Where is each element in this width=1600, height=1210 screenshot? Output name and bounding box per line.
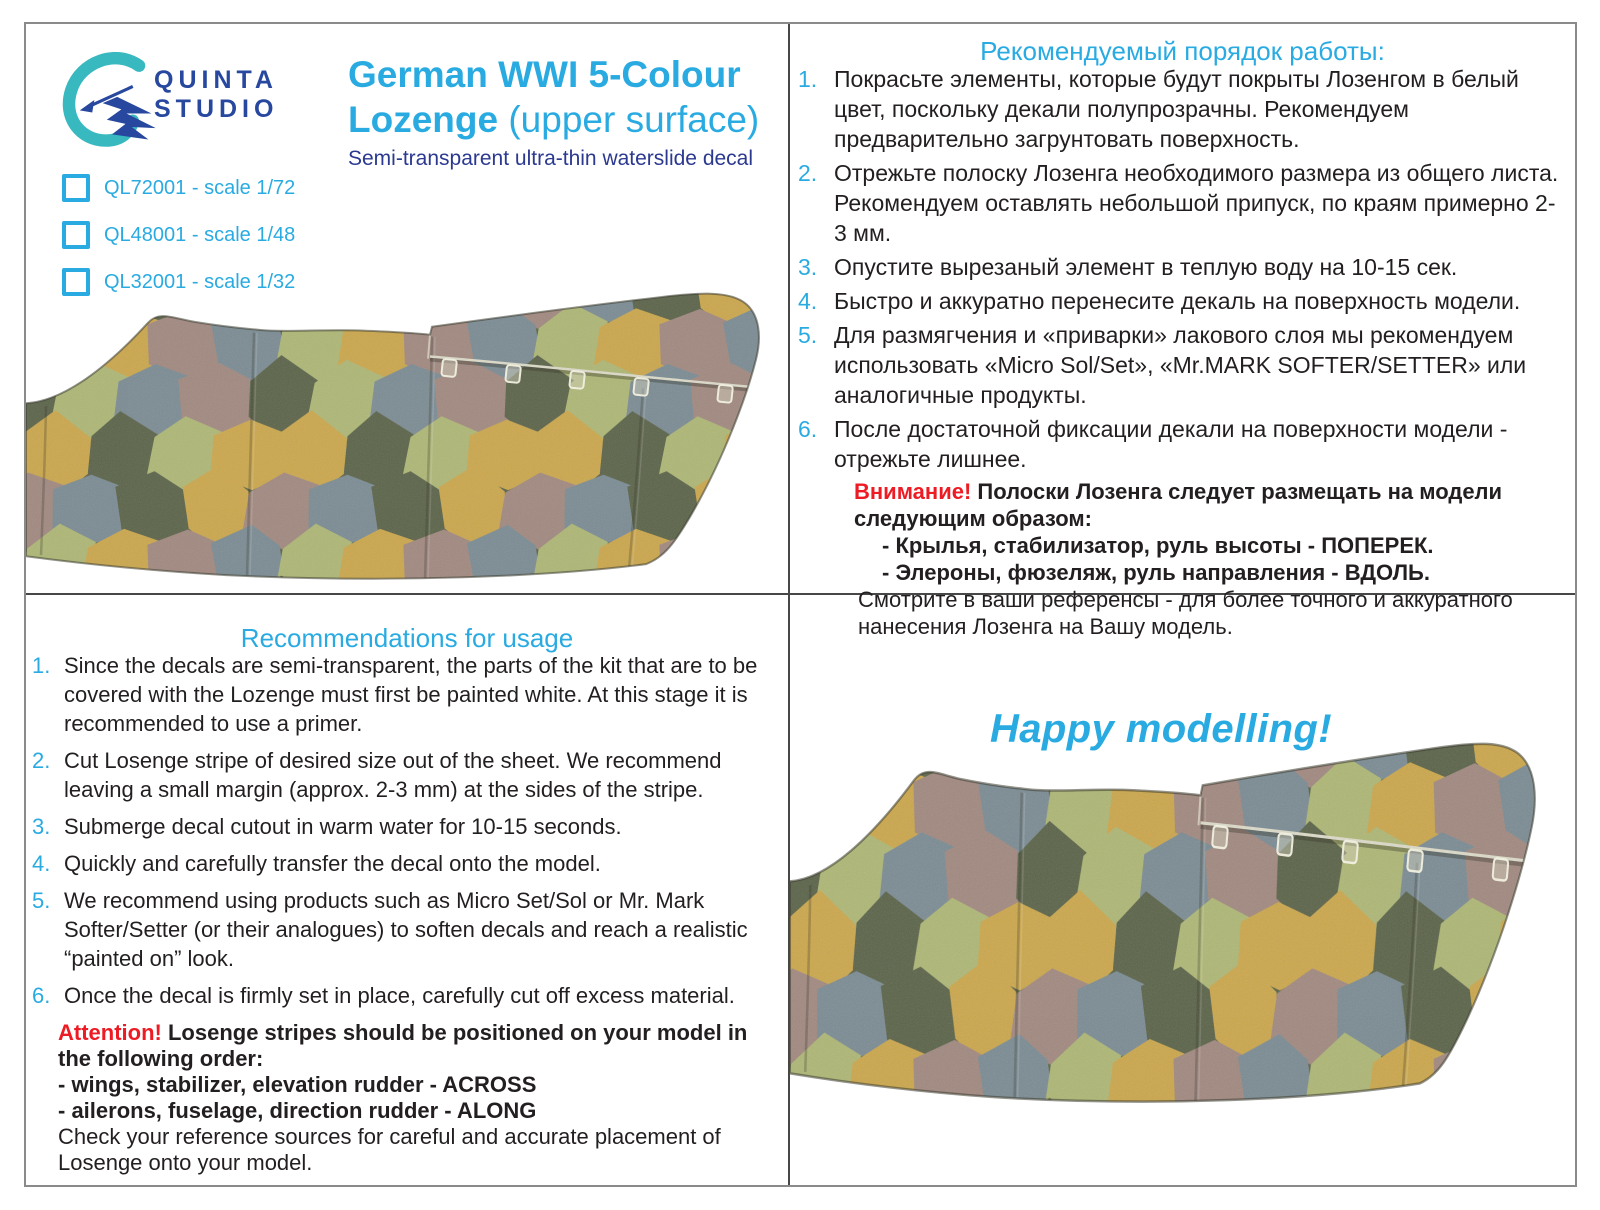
en-step-list [32,651,788,1176]
en-attention-item: - wings, stabilizer, elevation rudder - ACROSS [58,1072,537,1097]
step-text: Быстро и аккуратно перенесите декаль на поверхность модели. [834,288,1521,314]
step-text: Submerge decal cutout in warm water for 10-15 seconds. [64,814,622,839]
happy-modelling-text: Happy modelling! [990,707,1332,751]
quadrant-en-instructions [26,595,788,1183]
ru-attention [854,478,1554,532]
step-number: 1. [798,66,818,92]
checkbox-icon[interactable] [62,221,90,249]
list-item [32,981,788,1010]
step-text: Quickly and carefully transfer the decal onto the model. [64,851,601,876]
title-bold: Lozenge [348,99,499,140]
step-text: Отрежьте полоску Лозенга необходимого размера из общего листа. Рекомендуем оставлять небольшой припуск, по краям примерно 2-3 мм. [834,160,1559,246]
step-number: 2. [32,748,51,773]
list-item [798,252,1564,282]
en-attention-note: Check your reference sources for careful and accurate placement of Losenge onto your model. [58,1124,721,1175]
step-number: 6. [798,416,818,442]
brand-name [154,66,278,124]
variant-row [62,174,295,202]
variant-row [62,221,295,249]
attention-text: Полоски Лозенга следует размещать на модели следующим образом: [854,479,1503,531]
attention-label: Attention! [58,1020,162,1045]
step-number: 5. [32,888,51,913]
attention-label: Внимание! [854,479,972,504]
quadrant-ru-instructions [790,24,1575,639]
step-text: We recommend using products such as Micro Set/Sol or Mr. Mark Softer/Setter (or their analogues) to soften decals and reach a realistic “painted on” look. [64,888,748,971]
variant-label: QL48001 - scale 1/48 [104,223,296,246]
list-item [32,746,788,804]
en-attention [58,1020,778,1072]
brand-line2: STUDIO [154,95,279,123]
title-regular: (upper surface) [498,99,760,140]
quinta-studio-logo-icon [60,52,164,148]
ru-attention-item: - Крылья, стабилизатор, руль высоты - ПОПЕРЕК. [882,533,1434,558]
list-item [798,64,1564,154]
step-text: Опустите вырезаный элемент в теплую воду на 10-15 сек. [834,254,1458,280]
attention-text: Losenge stripes should be positioned on your model in the following order: [58,1020,748,1071]
product-title-line1: German WWI 5-Colour [348,54,741,95]
lozenge-wing-sample-top [26,289,766,587]
product-title-block [348,52,784,172]
step-number: 4. [798,288,818,314]
step-number: 6. [32,983,51,1008]
step-text: Для размягчения и «приварки» лакового слоя мы рекомендуем использовать «Micro Sol/Set», «Mr.MARK SOFTER/SETTER» или аналогичные продукты. [834,322,1527,408]
ru-step-list [798,64,1564,640]
step-text: После достаточной фиксации декали на поверхности модели - отрежьте лишнее. [834,416,1508,472]
product-subtitle: Semi-transparent ultra-thin waterslide decal [348,147,754,170]
list-item [32,651,788,738]
ru-attention-item: - Элероны, фюзеляж, руль направления - ВДОЛЬ. [882,560,1430,585]
step-number: 3. [32,814,51,839]
checkbox-icon[interactable] [62,174,90,202]
list-item [32,849,788,878]
step-number: 3. [798,254,818,280]
en-attention-item: - ailerons, fuselage, direction rudder - ALONG [58,1098,537,1123]
step-text: Once the decal is firmly set in place, carefully cut off excess material. [64,983,735,1008]
list-item [32,886,788,973]
list-item [798,320,1564,410]
en-heading: Recommendations for usage [240,623,574,653]
ru-heading: Рекомендуемый порядок работы: [980,36,1385,66]
list-item [32,812,788,841]
brand-line1: QUINTA [154,66,278,94]
step-text: Since the decals are semi-transparent, the parts of the kit that are to be covered with the Lozenge must first be painted white. At this stage it is recommended to use a primer. [64,653,758,736]
step-number: 4. [32,851,51,876]
variant-label: QL72001 - scale 1/72 [104,176,296,199]
ru-attention-note: Смотрите в ваши референсы - для более точного и аккуратного нанесения Лозенга на Вашу модель. [858,587,1513,639]
variant-label: QL32001 - scale 1/32 [104,270,296,293]
step-text: Cut Losenge stripe of desired size out of the sheet. We recommend leaving a small margin (approx. 2-3 mm) at the sides of the stripe. [64,748,722,802]
lozenge-wing-sample-bottom [790,738,1542,1112]
step-number: 1. [32,653,51,678]
step-number: 2. [798,160,818,186]
step-number: 5. [798,322,818,348]
step-text: Покрасьте элементы, которые будут покрыты Лозенгом в белый цвет, поскольку декали полупрозрачны. Рекомендуем предварительно загрунтовать поверхность. [834,66,1519,152]
product-title-line2 [348,97,784,142]
list-item [798,414,1564,474]
instruction-sheet [24,22,1577,1187]
list-item [798,286,1564,316]
list-item [798,158,1564,248]
